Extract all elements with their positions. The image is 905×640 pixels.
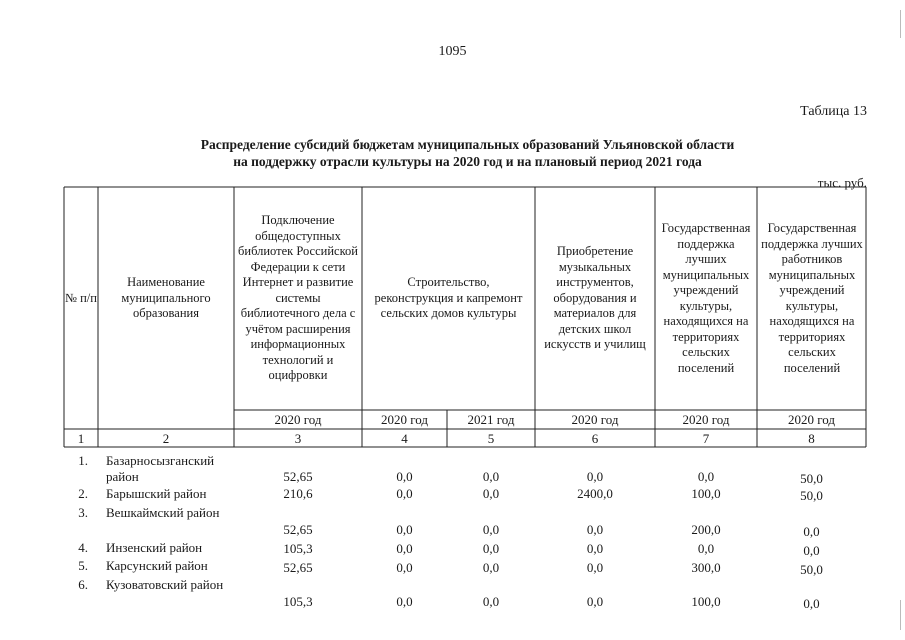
- col-number-1: 1: [77, 431, 85, 446]
- title-line-1: Распределение субсидий бюджетам муниципальных образований Ульяновской области: [200, 137, 735, 152]
- row-3-col5: 0,0: [482, 522, 500, 537]
- row-6-col7: 100,0: [691, 594, 721, 609]
- row-4-number: 4.: [78, 540, 88, 555]
- row-1-col6: 0,0: [586, 469, 604, 484]
- table-label: Таблица 13: [800, 104, 867, 119]
- row-1-col5: 0,0: [482, 469, 500, 484]
- row-2-col8: 50,0: [800, 488, 823, 503]
- row-1-col3: 52,65: [283, 469, 313, 484]
- year-col7: 2020 год: [682, 412, 730, 427]
- row-4-col7: 0,0: [697, 541, 715, 556]
- header-number: № п/п: [65, 290, 97, 305]
- row-5-name: Карсунский район: [106, 558, 208, 573]
- scan-margin-mark: [900, 10, 901, 38]
- header-instruments: Приобретение музыкальных инструментов, оборудования и материалов для детских школ искусств и училищ: [544, 244, 646, 352]
- row-1-col7: 0,0: [697, 469, 715, 484]
- row-6-col4: 0,0: [396, 594, 413, 609]
- row-4-col6: 0,0: [586, 541, 604, 556]
- document-title: [140, 136, 795, 170]
- row-6-number: 6.: [78, 577, 88, 592]
- row-3-col7: 200,0: [691, 522, 721, 537]
- row-4-col3: 105,3: [283, 541, 313, 556]
- row-4-col8: 0,0: [803, 543, 820, 558]
- row-5-col4: 0,0: [396, 560, 413, 575]
- row-3-col8: 0,0: [803, 524, 820, 539]
- row-5-col7: 300,0: [691, 560, 721, 575]
- year-col5: 2021 год: [467, 412, 515, 427]
- row-2-name: Барышский район: [106, 486, 207, 501]
- col-number-7: 7: [702, 431, 710, 446]
- header-institutions-support: Государственная поддержка лучших муниципальных учреждений культуры, находящихся на территориях сельских поселений: [661, 221, 751, 375]
- year-col3: 2020 год: [274, 412, 322, 427]
- col-number-3: 3: [294, 431, 302, 446]
- row-5-col8: 50,0: [800, 562, 823, 577]
- row-5-col6: 0,0: [586, 560, 604, 575]
- row-2-col5: 0,0: [482, 486, 500, 501]
- row-3-name: Вешкаймский район: [106, 505, 220, 520]
- col-number-6: 6: [591, 431, 599, 446]
- col-number-8: 8: [808, 431, 815, 446]
- units-label: тыс. руб.: [817, 175, 867, 190]
- row-1-col8: 50,0: [800, 471, 823, 486]
- row-4-col4: 0,0: [396, 541, 413, 556]
- row-2-number: 2.: [78, 486, 88, 501]
- header-libraries: Подключение общедоступных библиотек Российской Федерации к сети Интернет и развитие системы библиотечного дела с учётом расширения информационных технологий и оцифровки: [238, 213, 358, 383]
- row-3-number: 3.: [78, 505, 88, 520]
- row-1-col4: 0,0: [396, 469, 413, 484]
- title-line-2: на поддержку отрасли культуры на 2020 год и на плановый период 2021 года: [233, 154, 702, 169]
- row-2-col4: 0,0: [396, 486, 413, 501]
- year-col8: 2020 год: [788, 412, 835, 427]
- year-col4: 2020 год: [381, 412, 428, 427]
- row-3-col6: 0,0: [586, 522, 604, 537]
- row-2-col7: 100,0: [691, 486, 721, 501]
- row-4-name: Инзенский район: [106, 540, 203, 555]
- row-6-col8: 0,0: [803, 596, 820, 611]
- row-6-col5: 0,0: [482, 594, 500, 609]
- row-3-col3: 52,65: [283, 522, 313, 537]
- row-5-col3: 52,65: [283, 560, 313, 575]
- row-1-name: Базарносызганский район: [106, 453, 215, 484]
- row-2-col3: 210,6: [283, 486, 313, 501]
- header-construction: Строительство, реконструкция и капремонт сельских домов культуры: [374, 275, 523, 321]
- row-2-col6: 2400,0: [577, 486, 613, 501]
- row-1-number: 1.: [78, 453, 88, 468]
- row-4-col5: 0,0: [482, 541, 500, 556]
- col-number-5: 5: [487, 431, 495, 446]
- scan-margin-mark: [900, 600, 901, 630]
- page-number: 1095: [438, 44, 467, 59]
- row-5-col5: 0,0: [482, 560, 500, 575]
- year-col6: 2020 год: [571, 412, 619, 427]
- row-5-number: 5.: [78, 558, 88, 573]
- header-workers-support: Государственная поддержка лучших работников муниципальных учреждений культуры, находящихся на территориях сельских поселений: [761, 221, 863, 375]
- col-number-2: 2: [162, 431, 170, 446]
- row-6-col3: 105,3: [283, 594, 313, 609]
- header-name: Наименование муниципального образования: [121, 275, 211, 321]
- row-6-col6: 0,0: [586, 594, 604, 609]
- row-3-col4: 0,0: [396, 522, 413, 537]
- row-6-name: Кузоватовский район: [106, 577, 224, 592]
- col-number-4: 4: [401, 431, 408, 446]
